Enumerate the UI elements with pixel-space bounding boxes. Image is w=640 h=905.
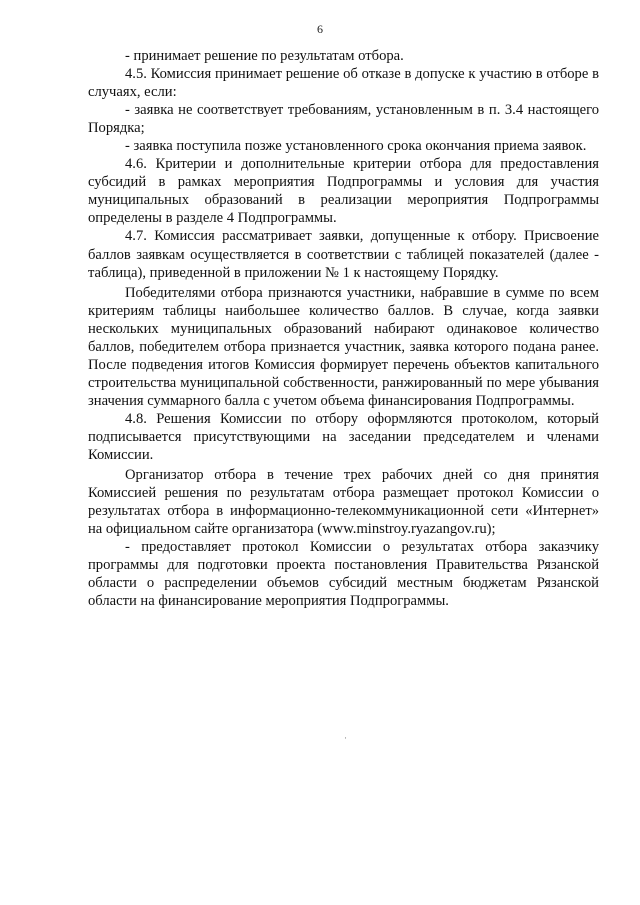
- paragraph: - заявка поступила позже установленного срока окончания приема заявок.: [125, 138, 587, 155]
- paragraph: 4.5. Комиссия принимает решение об отказе в допуске к участию в отборе в случаях, если:: [88, 66, 599, 101]
- paragraph: 4.7. Комиссия рассматривает заявки, допущенные к отбору. Присвоение баллов заявкам осуществляется в соответствии с таблицей показателей (далее - таблица), приведенной в приложении № 1 к настоящему Порядку.: [88, 228, 599, 281]
- paragraph: - заявка не соответствует требованиям, установленным в п. 3.4 настоящего Порядка;: [88, 102, 599, 137]
- paragraph: Организатор отбора в течение трех рабочих дней со дня принятия Комиссией решения по результатам отбора размещает протокол Комиссии о результатах отбора в информационно-телекоммуникационной сети «Интернет» на официальном сайте организатора (www.minstroy.ryazangov.ru);: [88, 467, 599, 538]
- page-number: 6: [317, 22, 323, 36]
- document-body: [88, 47, 599, 610]
- paragraph: - принимает решение по результатам отбора.: [125, 48, 404, 64]
- scan-artifact-mark: ·: [344, 733, 347, 743]
- paragraph: 4.8. Решения Комиссии по отбору оформляются протоколом, который подписывается присутствующими на заседании председателем и членами Комиссии.: [88, 410, 599, 464]
- paragraph: 4.6. Критерии и дополнительные критерии отбора для предоставления субсидий в рамках мероприятия Подпрограммы и условия для участия муниципальных образований в реализации мероприятия Подпрограммы определены в разделе 4 Подпрограммы.: [88, 156, 599, 227]
- paragraph: - предоставляет протокол Комиссии о результатах отбора заказчику программы для подготовки проекта постановления Правительства Рязанской области о распределении объемов субсидий местным бюджетам Рязанской области на финансирование мероприятия Подпрограммы.: [88, 539, 599, 610]
- paragraph: Победителями отбора признаются участники, набравшие в сумме по всем критериям таблицы наибольшее количество баллов. В случае, когда заявки нескольких муниципальных образований набирают одинаковое количество баллов, победителем отбора признается участник, заявка которого подана ранее. После подведения итогов Комиссия формирует перечень объектов капитального строительства муниципальной собственности, ранжированный по мере убывания значения суммарного балла с учетом объема финансирования Подпрограммы.: [88, 284, 599, 409]
